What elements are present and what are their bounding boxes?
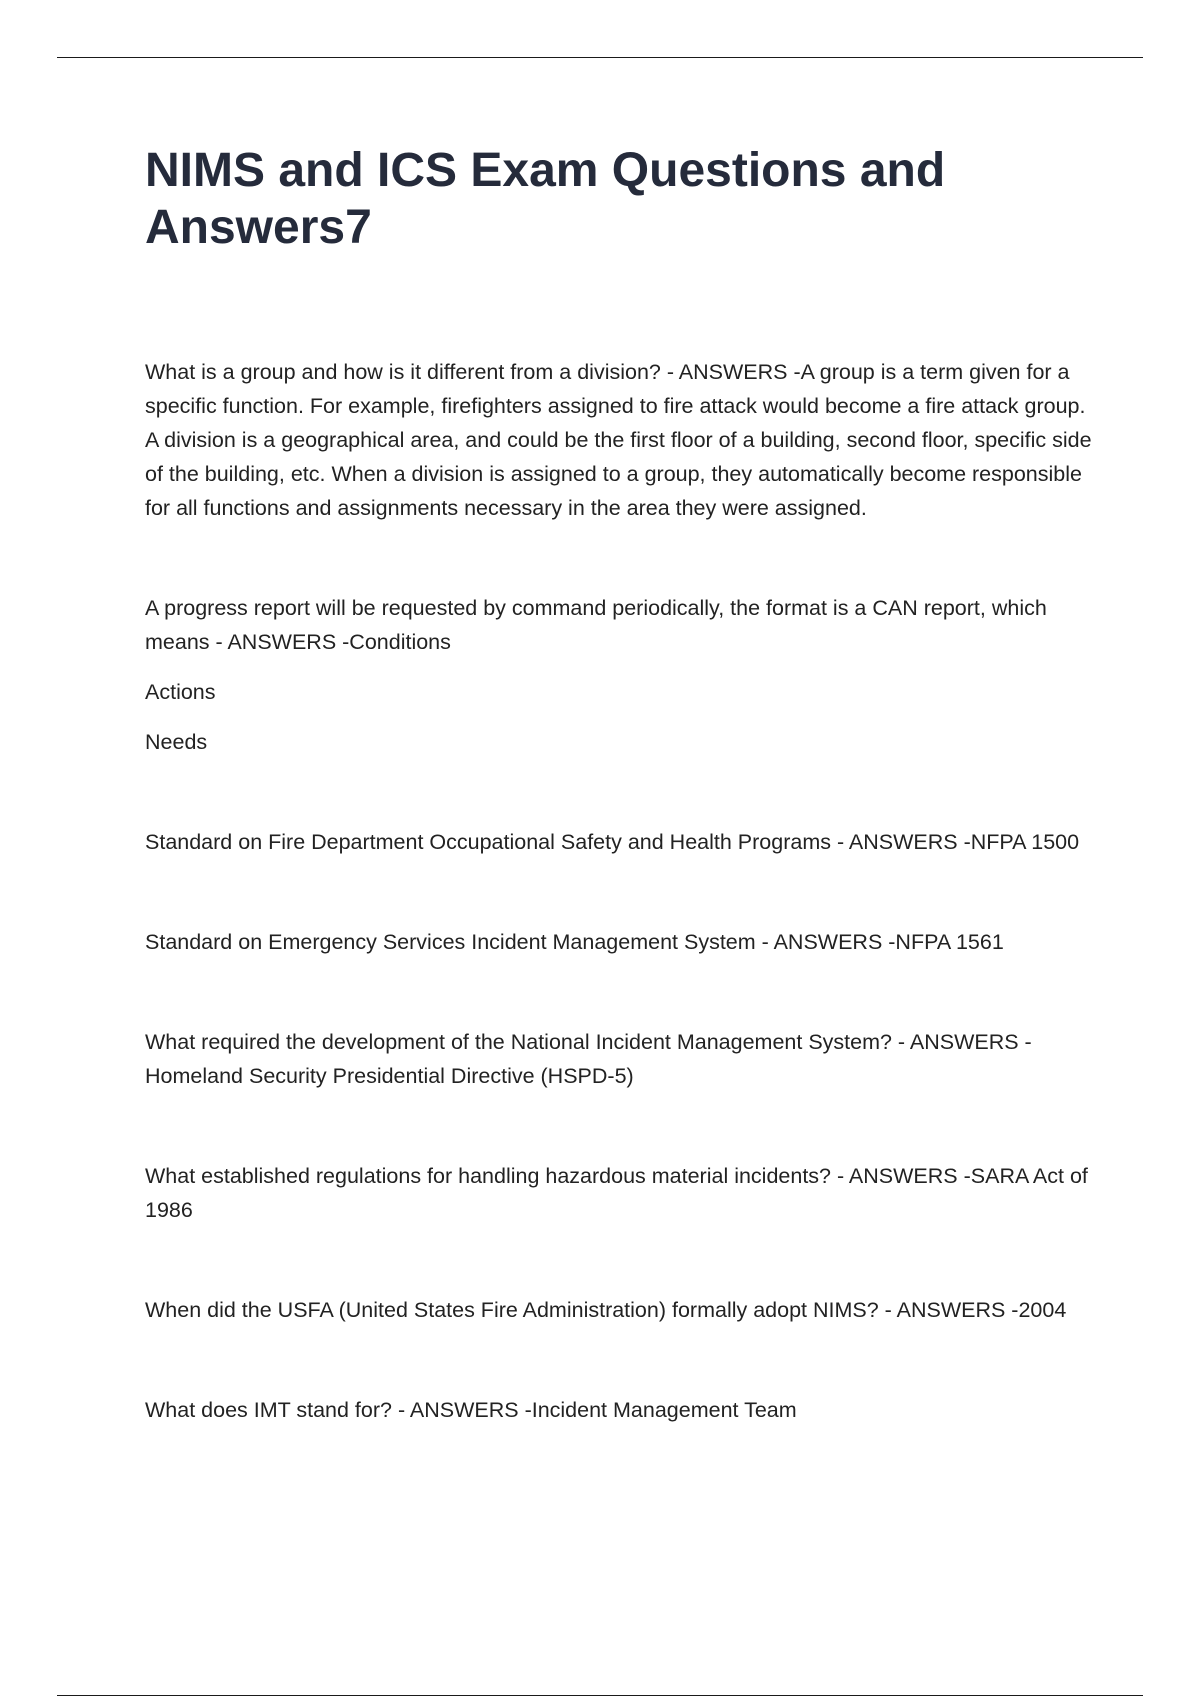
qa-entry-nfpa-1500: Standard on Fire Department Occupational Safety and Health Programs - ANSWERS -NFPA 1500 (145, 830, 1080, 854)
qa-entry-nfpa-1561: Standard on Emergency Services Incident Management System - ANSWERS -NFPA 1561 (145, 930, 1004, 954)
qa-entry-group-vs-division: What is a group and how is it different from a division? - ANSWERS -A group is a term given for a specific function. For example, firefighters assigned to fire attack would become a fire attack group. A division is a geographical area, and could be the first floor of a building, second floor, specific side of the building, etc. When a division is assigned to a group, they automatically become responsible for all functions and assignments necessary in the area they were assigned. (145, 360, 1092, 520)
can-needs-line: Needs (145, 730, 208, 754)
qa-entry-imt: What does IMT stand for? - ANSWERS -Incident Management Team (145, 1398, 797, 1422)
qa-entry-can-report: A progress report will be requested by command periodically, the format is a CAN report, which means - ANSWERS -Conditions (145, 596, 1047, 654)
document-body (145, 355, 1095, 1427)
qa-entry-usfa-nims: When did the USFA (United States Fire Administration) formally adopt NIMS? - ANSWERS -2004 (145, 1298, 1067, 1322)
page-title: NIMS and ICS Exam Questions and Answers7 (145, 144, 946, 254)
top-rule (57, 57, 1143, 58)
qa-entry-sara-act: What established regulations for handling hazardous material incidents? - ANSWERS -SARA Act of 1986 (145, 1164, 1088, 1222)
can-actions-line: Actions (145, 680, 216, 704)
bottom-rule (57, 1695, 1143, 1696)
qa-entry-hspd-5: What required the development of the National Incident Management System? - ANSWERS -Homeland Security Presidential Directive (HSPD-5) (145, 1030, 1032, 1088)
